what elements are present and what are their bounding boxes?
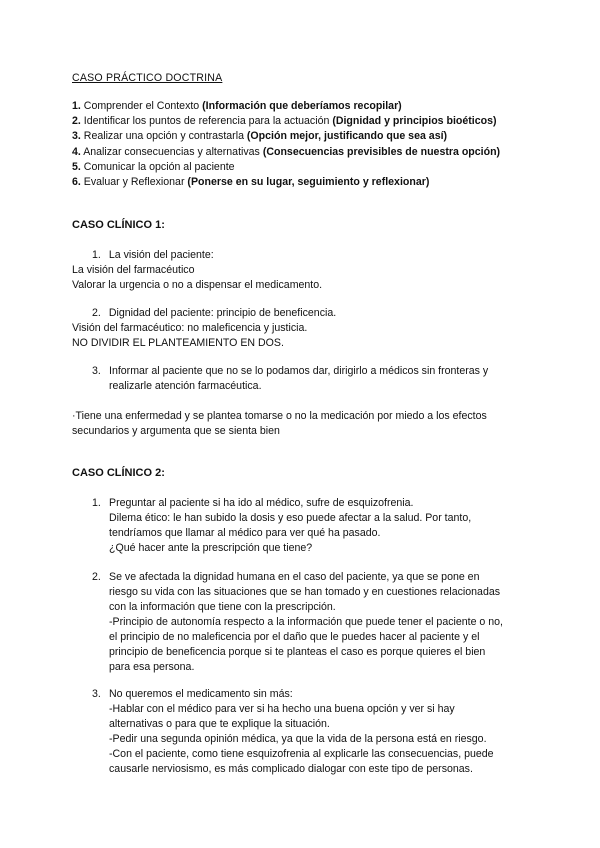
item-line: realizarle atención farmacéutica. bbox=[109, 380, 262, 392]
case2-item-1 bbox=[109, 496, 471, 556]
step-number: 6. bbox=[72, 175, 81, 188]
case1-note bbox=[72, 409, 487, 439]
item-line: el principio de no maleficencia por el daño que le puedes hacer al paciente y el bbox=[109, 631, 480, 643]
step-2 bbox=[72, 114, 542, 129]
step-number: 2. bbox=[72, 115, 81, 128]
case2-item-2 bbox=[109, 570, 503, 675]
item-line: -Principio de autonomía respecto a la información que puede tener el paciente o no, bbox=[109, 616, 503, 628]
step-number: 5. bbox=[72, 160, 81, 173]
item-line: ¿Qué hacer ante la prescripción que tiene? bbox=[109, 542, 313, 554]
case1-item-3-number: 3. bbox=[92, 365, 101, 377]
item-line: No queremos el medicamento sin más: bbox=[109, 688, 293, 700]
step-1 bbox=[72, 99, 542, 114]
item-line: para esa persona. bbox=[109, 661, 195, 673]
item-line: Informar al paciente que no se lo podamos dar, dirigirlo a médicos sin fronteras y bbox=[109, 365, 489, 377]
case2-item-1-number: 1. bbox=[92, 497, 101, 509]
item-line: con la información que tiene con la prescripción. bbox=[109, 601, 336, 613]
step-5 bbox=[72, 160, 542, 175]
document-title: CASO PRÁCTICO DOCTRINA bbox=[72, 72, 223, 84]
step-text: Analizar consecuencias y alternativas bbox=[80, 145, 263, 158]
item-line: causarle nerviosismo, es más complicado dialogar con este tipo de personas. bbox=[109, 763, 473, 775]
step-text: Comunicar la opción al paciente bbox=[80, 160, 235, 173]
step-4 bbox=[72, 145, 542, 160]
item-text: Dignidad del paciente: principio de beneficencia. bbox=[108, 307, 337, 319]
case1-item-2 bbox=[92, 306, 336, 321]
case1-heading: CASO CLÍNICO 1: bbox=[72, 219, 165, 231]
paragraph-line: Visión del farmacéutico: no maleficencia y justicia. bbox=[72, 322, 308, 334]
item-line: Se ve afectada la dignidad humana en el caso del paciente, ya que se pone en bbox=[109, 571, 480, 583]
item-line: Dilema ético: le han subido la dosis y eso puede afectar a la salud. Por tanto, bbox=[109, 512, 472, 524]
case1-item-1 bbox=[92, 248, 214, 263]
steps-list bbox=[72, 99, 542, 190]
item-number: 1. bbox=[92, 249, 101, 261]
paragraph-line: Valorar la urgencia o no a dispensar el medicamento. bbox=[72, 279, 323, 291]
item-line: -Con el paciente, como tiene esquizofrenia al explicarle las consecuencias, puede bbox=[109, 748, 494, 760]
step-number: 4. bbox=[72, 145, 81, 158]
item-line: -Hablar con el médico para ver si ha hecho una buena opción y ver si hay bbox=[109, 703, 455, 715]
step-text: Evaluar y Reflexionar bbox=[80, 175, 188, 188]
paragraph-line: ·Tiene una enfermedad y se plantea tomarse o no la medicación por miedo a los efectos bbox=[72, 410, 487, 422]
case2-heading: CASO CLÍNICO 2: bbox=[72, 467, 165, 479]
paragraph-line: La visión del farmacéutico bbox=[72, 264, 195, 276]
paragraph-line: secundarios y argumenta que se sienta bien bbox=[72, 425, 280, 437]
paragraph-line: NO DIVIDIR EL PLANTEAMIENTO EN DOS. bbox=[72, 337, 284, 349]
item-line: tendríamos que llamar al médico para ver qué ha pasado. bbox=[109, 527, 381, 539]
case2-item-3 bbox=[109, 687, 494, 777]
item-number: 2. bbox=[92, 307, 101, 319]
item-line: Preguntar al paciente si ha ido al médico, sufre de esquizofrenia. bbox=[109, 497, 414, 509]
step-number: 1. bbox=[72, 100, 81, 112]
case1-lines-a bbox=[72, 263, 322, 293]
case1-item-3 bbox=[109, 364, 488, 394]
step-text: Realizar una opción y contrastarla bbox=[80, 130, 247, 143]
item-line: riesgo su vida con las situaciones que se han tomado y en cuestiones relacionadas bbox=[109, 586, 501, 598]
step-3 bbox=[72, 129, 542, 144]
item-line: alternativas o para que te explique la situación. bbox=[109, 718, 330, 730]
case1-lines-b bbox=[72, 321, 307, 351]
step-detail: (Ponerse en su lugar, seguimiento y reflexionar) bbox=[187, 175, 430, 188]
step-6 bbox=[72, 175, 542, 190]
case2-item-3-number: 3. bbox=[92, 688, 101, 700]
step-detail: (Dignidad y principios bioéticos) bbox=[332, 115, 497, 128]
item-line: principio de beneficencia porque si te planteas el caso es porque quieres el bien bbox=[109, 646, 486, 658]
step-text: Identificar los puntos de referencia para la actuación bbox=[80, 115, 333, 128]
step-detail: (Opción mejor, justificando que sea así) bbox=[246, 130, 448, 143]
step-number: 3. bbox=[72, 130, 81, 143]
step-text: Comprender el Contexto bbox=[80, 100, 203, 112]
case2-item-2-number: 2. bbox=[92, 571, 101, 583]
item-line: -Pedir una segunda opinión médica, ya que la vida de la persona está en riesgo. bbox=[109, 733, 487, 745]
item-text: La visión del paciente: bbox=[108, 249, 214, 261]
step-detail: (Consecuencias previsibles de nuestra opción) bbox=[262, 145, 501, 158]
step-detail: (Información que deberíamos recopilar) bbox=[202, 100, 402, 112]
